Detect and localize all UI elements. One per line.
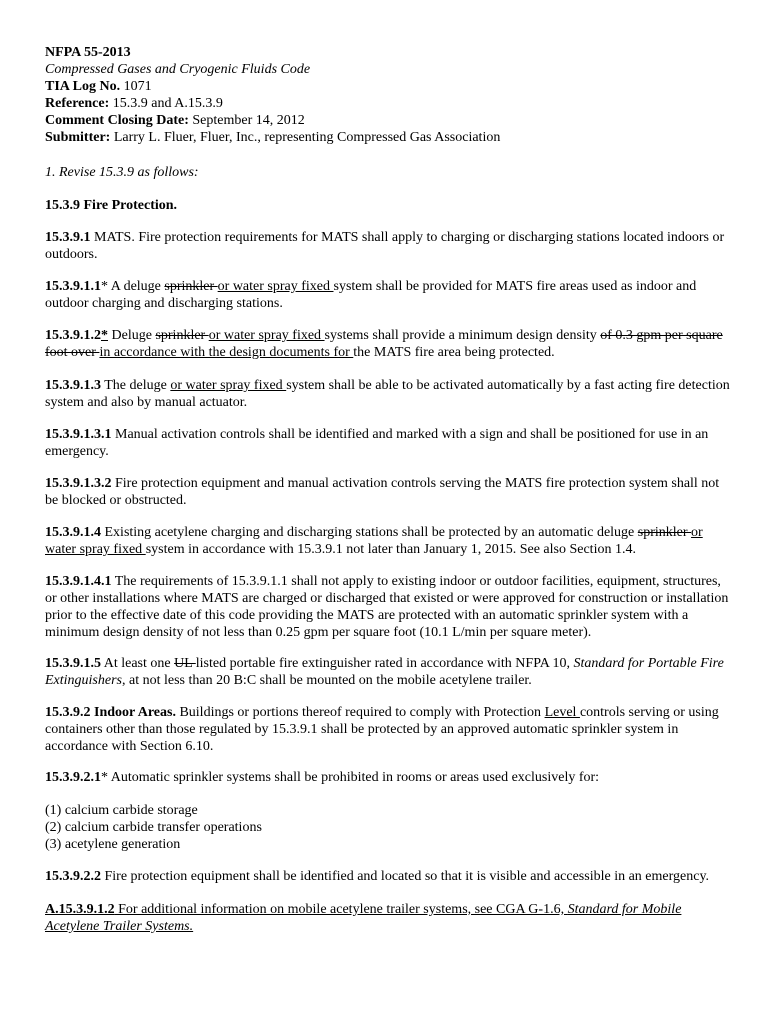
clause-text: For additional information on mobile acetylene trailer systems, see CGA G-1.6, <box>114 902 568 917</box>
clause-number: 15.3.9.1.3 <box>45 378 101 393</box>
inserted-text: in accordance with the design documents for <box>99 345 354 360</box>
clause-text: * A deluge <box>101 279 165 294</box>
clause-text: system shall be able to be activated automatically by a fast acting fire detection system and also by manual actuator. <box>45 378 730 410</box>
section-heading: 15.3.9 Fire Protection. <box>45 198 178 213</box>
clause-text: systems shall provide a minimum design density <box>324 328 601 343</box>
paragraph-15-3-9-1-5 <box>45 655 735 689</box>
paragraph-15-3-9-1-4 <box>45 524 735 558</box>
inserted-text: or water spray fixed <box>170 378 287 393</box>
inserted-text: or water spray fixed <box>217 279 334 294</box>
clause-text: The requirements of 15.3.9.1.1 shall not apply to existing indoor or outdoor facilities, equipment, structures, or other installations where MATS are charged or discharged that existed or were approved for construction or installation prior to the effective date of this code providing the MATS are protected with an automatic sprinkler system with a minimum design density of not less than 0.25 gpm per square foot (10.1 L/min per square meter). <box>45 574 729 640</box>
list-item: (3) acetylene generation <box>45 837 181 852</box>
clause-text: Existing acetylene charging and discharging stations shall be protected by an automatic deluge <box>101 525 638 540</box>
clause-number: 15.3.9.1.1 <box>45 279 101 294</box>
clause-number: 15.3.9.1.5 <box>45 656 101 671</box>
clause-text: At least one <box>101 656 175 671</box>
clause-number: 15.3.9.1.3.2 <box>45 476 112 491</box>
paragraph-15-3-9-2-1 <box>45 769 735 786</box>
paragraph-15-3-9-1 <box>45 229 735 263</box>
clause-number: 15.3.9.1.3.1 <box>45 427 112 442</box>
paragraph-15-3-9-1-3-2 <box>45 475 735 509</box>
paragraph-15-3-9-1-3-1 <box>45 426 735 460</box>
clause-number: 15.3.9.2.2 <box>45 869 101 884</box>
tia-value: 1071 <box>120 79 152 94</box>
deleted-text: of 0.3 gpm per square foot over <box>45 328 723 360</box>
clause-text: controls serving or using containers other than those regulated by 15.3.9.1 shall be protected by an approved automatic sprinkler system in accordance with Section 6.10. <box>45 705 719 754</box>
clause-text: the MATS fire area being protected. <box>353 345 555 360</box>
deleted-text: sprinkler <box>164 279 218 294</box>
clause-number: A.15.3.9.1.2 <box>45 902 115 917</box>
prohibited-uses-list <box>45 802 735 853</box>
clause-text: listed portable fire extinguisher rated in accordance with NFPA 10, <box>195 656 574 671</box>
clause-number: 15.3.9.2 Indoor Areas. <box>45 705 176 720</box>
submitter-label: Submitter: <box>45 130 111 145</box>
closing-date-line <box>45 112 735 129</box>
clause-text: Deluge <box>108 328 156 343</box>
clause-text: system shall be provided for MATS fire areas used as indoor and outdoor charging and discharging stations. <box>45 279 697 311</box>
doc-title: Compressed Gases and Cryogenic Fluids Code <box>45 62 311 77</box>
inserted-text: Level <box>544 705 580 720</box>
standard-title: Standard for Mobile Acetylene Trailer Systems. <box>45 902 682 934</box>
submitter-value: Larry L. Fluer, Fluer, Inc., representing Compressed Gas Association <box>110 130 501 145</box>
inserted-star: * <box>101 328 108 343</box>
paragraph-15-3-9-1-2 <box>45 327 735 361</box>
paragraph-15-3-9-2-2 <box>45 868 735 885</box>
clause-text: Manual activation controls shall be identified and marked with a sign and shall be positioned for use in an emergency. <box>45 427 709 459</box>
clause-number: 15.3.9.1.4.1 <box>45 574 112 589</box>
paragraph-15-3-9-1-1 <box>45 278 735 312</box>
standard-title: Standard for Portable Fire Extinguishers <box>45 656 724 688</box>
closing-date-value: September 14, 2012 <box>188 113 305 128</box>
clause-number: 15.3.9.1.4 <box>45 525 101 540</box>
clause-text: * Automatic sprinkler systems shall be prohibited in rooms or areas used exclusively for: <box>101 770 600 785</box>
clause-number: 15.3.9.1 <box>45 230 91 245</box>
clause-text: system in accordance with 15.3.9.1 not later than January 1, 2015. See also Section 1.4. <box>145 542 636 557</box>
submitter-line <box>45 129 735 146</box>
clause-number: 15.3.9.2.1 <box>45 770 101 785</box>
reference-line <box>45 95 735 112</box>
clause-text: Fire protection equipment shall be identified and located so that it is visible and accessible in an emergency. <box>101 869 710 884</box>
reference-value: 15.3.9 and A.15.3.9 <box>109 96 223 111</box>
inserted-text: or water spray fixed <box>45 525 703 557</box>
reference-label: Reference: <box>45 96 110 111</box>
tia-log-line <box>45 78 735 95</box>
inserted-text: or water spray fixed <box>208 328 325 343</box>
paragraph-15-3-9-2 <box>45 704 735 755</box>
closing-date-label: Comment Closing Date: <box>45 113 189 128</box>
revision-instruction: 1. Revise 15.3.9 as follows: <box>45 165 199 180</box>
deleted-text: sprinkler <box>637 525 692 540</box>
clause-text: MATS. Fire protection requirements for MATS shall apply to charging or discharging stations located indoors or outdoors. <box>45 230 725 262</box>
document-header <box>45 44 735 146</box>
clause-text: , at not less than 20 B:C shall be mounted on the mobile acetylene trailer. <box>122 673 532 688</box>
list-item: (1) calcium carbide storage <box>45 803 198 818</box>
clause-text: The deluge <box>101 378 171 393</box>
list-item: (2) calcium carbide transfer operations <box>45 820 262 835</box>
deleted-text: UL <box>174 656 196 671</box>
clause-text: Fire protection equipment and manual activation controls serving the MATS fire protection system shall not be blocked or obstructed. <box>45 476 720 508</box>
paragraph-15-3-9-1-3 <box>45 377 735 411</box>
annex-note <box>45 901 735 935</box>
clause-number: 15.3.9.1.2 <box>45 328 101 343</box>
deleted-text: sprinkler <box>155 328 209 343</box>
doc-id: NFPA 55-2013 <box>45 45 131 60</box>
clause-text: Buildings or portions thereof required to comply with Protection <box>175 705 545 720</box>
paragraph-15-3-9-1-4-1 <box>45 573 735 641</box>
tia-label: TIA Log No. <box>45 79 121 94</box>
